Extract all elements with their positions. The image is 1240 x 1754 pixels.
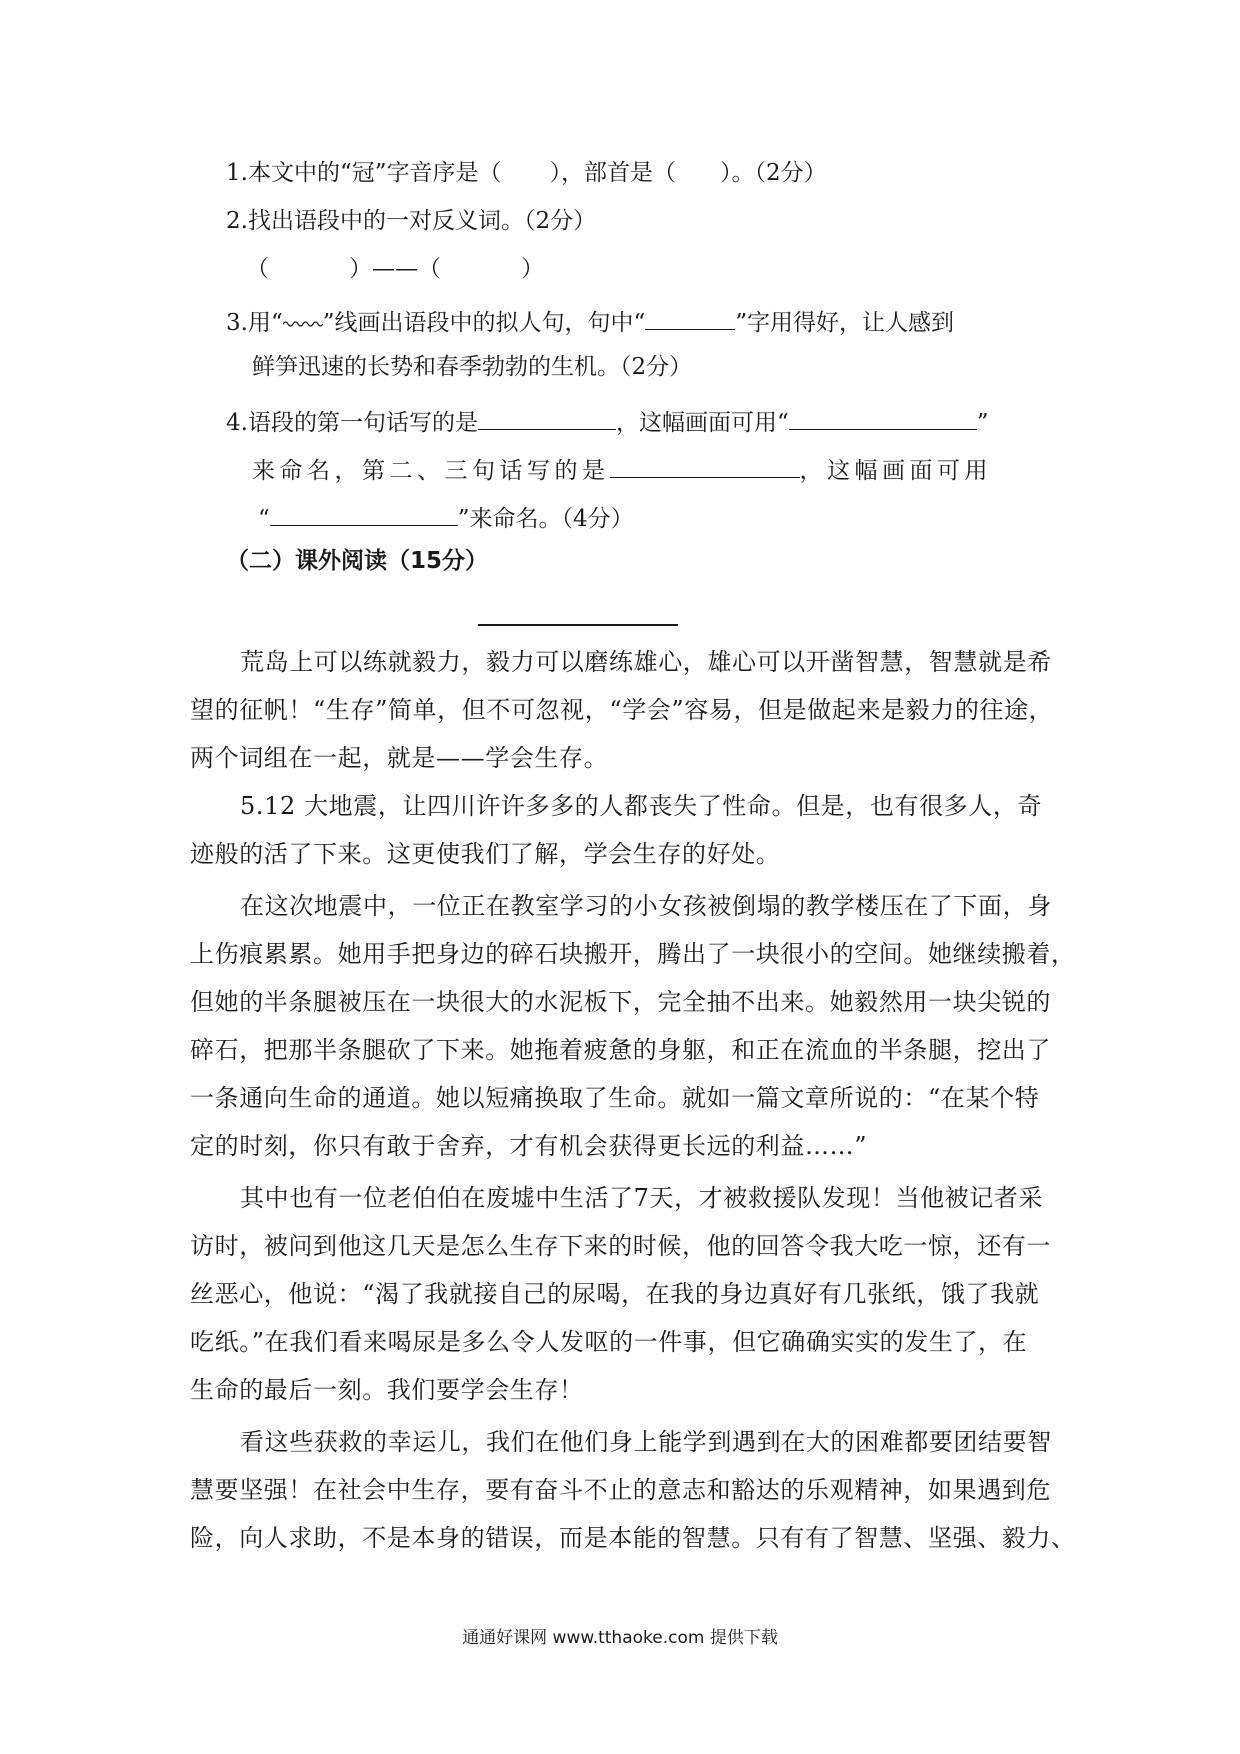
passage-line: 5.12 大地震，让四川许许多多的人都丧失了性命。但是，也有很多人，奇 [240,792,1043,820]
answer-blank[interactable] [610,451,800,478]
passage-line: 一条通向生命的通道。她以短痛换取了生命。就如一篇文章所说的：“在某个特 [190,1084,1040,1112]
section-title: （二）课外阅读（15分） [226,548,489,574]
question-4 [226,403,988,439]
question-1-text-a: 1.本文中的“冠”字音序是（ [226,160,502,186]
question-1 [226,157,827,189]
question-3-text-c: ”字用得好，让人感到 [735,310,954,336]
antonym-close: ） [521,256,544,282]
passage-line: 生命的最后一刻。我们要学会生存！ [190,1376,584,1404]
passage-line: 望的征帆！“生存”简单，但不可忽视，“学会”容易，但是做起来是毅力的往途， [190,696,1054,724]
question-3-text-b: ”线画出语段中的拟人句，句中“ [322,310,646,336]
question-4-line-3-b: ”来命名。（4分） [457,506,634,532]
question-3 [226,303,954,339]
footer-credit: 通通好课网 www.tthaoke.com 提供下载 [462,1628,778,1648]
question-4-line-2-b: ，这幅画面可用 [799,458,992,484]
question-4-text-a: 4.语段的第一句话写的是 [226,410,478,436]
question-1-text-b: ），部首是（ [549,160,676,186]
answer-blank[interactable] [270,499,458,526]
passage-line: 碎石，把那半条腿砍了下来。她拖着疲惫的身躯，和正在流血的半条腿，挖出了 [190,1036,1051,1064]
passage-line: 看这些获救的幸运儿，我们在他们身上能学到遇到在大的困难都要团结要智 [240,1428,1052,1456]
question-4-line-3 [258,499,634,535]
antonym-dash: ）——（ [349,256,441,282]
passage-title-blank[interactable] [478,624,678,626]
answer-blank[interactable] [645,303,735,330]
question-4-text-b: ，这幅画面可用“ [615,410,789,436]
wavy-underline-mark [283,310,323,330]
question-2 [226,205,596,237]
passage-line: 但她的半条腿被压在一块很大的水泥板下，完全抽不出来。她毅然用一块尖锐的 [190,988,1051,1016]
passage-line: 荒岛上可以练就毅力，毅力可以磨练雄心，雄心可以开凿智慧，智慧就是希 [240,648,1052,676]
passage-line: 上伤痕累累。她用手把身边的碎石块搬开，腾出了一块很小的空间。她继续搬着， [190,940,1076,968]
question-2-text: 2.找出语段中的一对反义词。（2分） [226,208,597,234]
passage-line: 在这次地震中，一位正在教室学习的小女孩被倒塌的教学楼压在了下面，身 [240,892,1052,920]
passage-line: 定的时刻，你只有敢于舍弃，才有机会获得更长远的利益……” [190,1132,868,1160]
answer-blank[interactable] [789,403,977,430]
question-3-line-2-text: 鲜笋迅速的长势和春季勃勃的生机。（2分） [252,354,693,380]
question-3-line-2 [252,351,692,383]
passage-line: 两个词组在一起，就是——学会生存。 [190,744,609,772]
question-4-line-2 [252,451,992,487]
question-4-line-2-a: 来命名，第二、三句话写的是 [252,458,610,484]
answer-blank[interactable] [478,403,616,430]
passage-line: 吃纸。”在我们看来喝尿是多么令人发呕的一件事，但它确确实实的发生了，在 [190,1328,1028,1356]
question-4-text-c: ” [976,410,989,436]
antonym-pair [246,253,544,285]
question-3-text-a: 3.用“ [226,310,283,336]
passage-line: 访时，被问到他这几天是怎么生存下来的时候，他的回答令我大吃一惊，还有一 [190,1232,1051,1260]
passage-line: 其中也有一位老伯伯在废墟中生活了7天，才被救援队发现！当他被记者采 [240,1184,1044,1212]
question-4-line-3-a: “ [258,506,270,532]
passage-line: 丝恶心，他说：“渴了我就接自己的尿喝，在我的身边真好有几张纸，饿了我就 [190,1280,1040,1308]
passage-line: 慧要坚强！在社会中生存，要有奋斗不止的意志和豁达的乐观精神，如果遇到危 [190,1476,1051,1504]
antonym-open: （ [246,256,269,282]
passage-line: 迹般的活了下来。这更使我们了解，学会生存的好处。 [190,840,781,868]
passage-line: 险，向人求助，不是本身的错误，而是本能的智慧。只有有了智慧、坚强、毅力、 [190,1524,1076,1552]
question-1-text-c: ）。（2分） [719,160,827,186]
